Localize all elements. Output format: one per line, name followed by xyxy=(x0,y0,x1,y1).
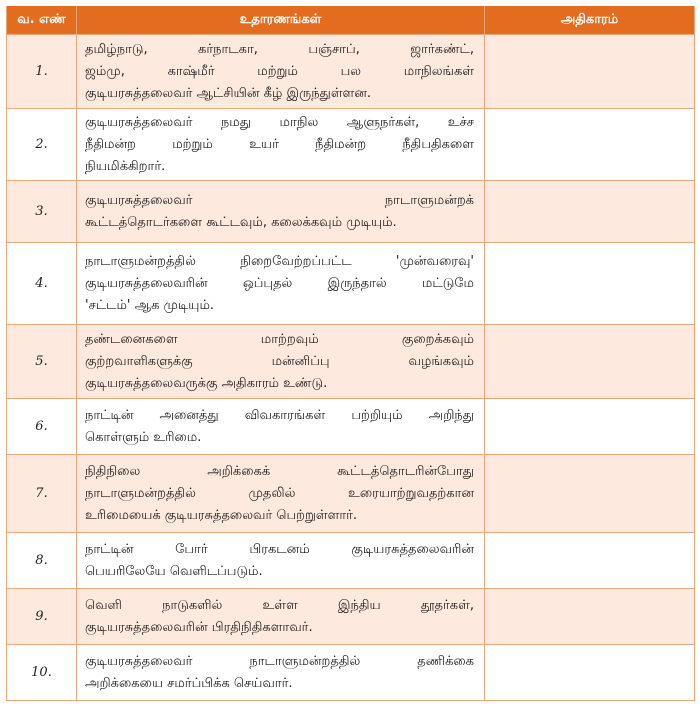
example-text-line: நாடாளுமன்றத்தில் நிறைவேற்றப்பட்ட 'முன்வரைவு' xyxy=(85,253,474,269)
authority-cell[interactable] xyxy=(485,35,695,109)
table-row xyxy=(7,533,695,589)
example-text-line: நிதிநிலை அறிக்கைக் கூட்டத்தொடரின்போது xyxy=(85,463,474,479)
examples-table xyxy=(6,6,695,701)
example-text-line: பெயரிலேயே வெளிடப்படும். xyxy=(85,563,263,579)
authority-cell[interactable] xyxy=(485,109,695,181)
row-number: 4. xyxy=(7,243,77,325)
table-row xyxy=(7,589,695,645)
example-text-line: நியமிக்கிறார். xyxy=(85,158,166,174)
row-number: 5. xyxy=(7,325,77,399)
example-text xyxy=(77,589,485,645)
example-text-line: குடியரசுத்தலைவர் ஆட்சியின் கீழ் இருந்துள்ளன. xyxy=(85,85,372,101)
example-text xyxy=(77,181,485,243)
authority-cell[interactable] xyxy=(485,399,695,455)
table-row xyxy=(7,35,695,109)
example-text-line: தமிழ்நாடு, கர்நாடகா, பஞ்சாப், ஜார்கண்ட், xyxy=(85,41,474,57)
example-text xyxy=(77,109,485,181)
example-text-line: அறிக்கையை சமர்ப்பிக்க செய்வார். xyxy=(85,675,293,691)
example-text-line: குற்றவாளிகளுக்கு மன்னிப்பு வழங்கவும் xyxy=(85,353,474,369)
table-row xyxy=(7,455,695,533)
example-text-line: குடியரசுத்தலைவருக்கு அதிகாரம் உண்டு. xyxy=(85,375,328,391)
example-text-line: வெளி நாடுகளில் உள்ள இந்திய தூதர்கள், xyxy=(85,597,474,613)
example-text xyxy=(77,35,485,109)
example-text xyxy=(77,325,485,399)
example-text-line: குடியரசுத்தலைவரின் ஒப்புதல் இருந்தால் மட்டுமே xyxy=(85,275,474,291)
example-text-line: குடியரசுத்தலைவர் நாடாளுமன்றக் xyxy=(85,192,474,208)
example-text-line: நீதிமன்ற மற்றும் உயர் நீதிமன்ற நீதிபதிகளை xyxy=(85,136,474,152)
example-text-line: உரிமையைக் குடியரசுத்தலைவர் பெற்றுள்ளார். xyxy=(85,507,358,523)
authority-cell[interactable] xyxy=(485,325,695,399)
example-text-line: கூட்டத்தொடர்களை கூட்டவும், கலைக்கவும் முடியும். xyxy=(85,214,397,230)
example-text-line: நாட்டின் அனைத்து விவகாரங்கள் பற்றியும் அறிந்து xyxy=(85,407,474,423)
authority-cell[interactable] xyxy=(485,181,695,243)
example-text xyxy=(77,243,485,325)
example-text-line: நாட்டின் போர் பிரகடனம் குடியரசுத்தலைவரின் xyxy=(85,541,474,557)
row-number: 1. xyxy=(7,35,77,109)
example-text-line: குடியரசுத்தலைவர் நாடாளுமன்றத்தில் தணிக்கை xyxy=(85,653,474,669)
example-text-line: குடியரசுத்தலைவர் நமது மாநில ஆளுநர்கள், உச்ச xyxy=(85,114,474,130)
example-text-line: தண்டனைகளை மாற்றவும் குறைக்கவும் xyxy=(85,331,474,347)
table-row xyxy=(7,181,695,243)
header-authority: அதிகாரம் xyxy=(485,6,695,35)
table-row xyxy=(7,109,695,181)
example-text xyxy=(77,399,485,455)
example-text-line: 'சட்டம்' ஆக முடியும். xyxy=(85,297,215,313)
row-number: 10. xyxy=(7,645,77,701)
row-number: 9. xyxy=(7,589,77,645)
header-examples: உதாரணங்கள் xyxy=(77,6,485,35)
example-text-line: ஜம்மு, காஷ்மீர் மற்றும் பல மாநிலங்கள் xyxy=(85,63,474,79)
example-text xyxy=(77,455,485,533)
row-number: 7. xyxy=(7,455,77,533)
row-number: 6. xyxy=(7,399,77,455)
example-text xyxy=(77,645,485,701)
example-text-line: நாடாளுமன்றத்தில் முதலில் உரையாற்றுவதற்கான xyxy=(85,485,474,501)
example-text-line: கொள்ளும் உரிமை. xyxy=(85,429,202,445)
example-text xyxy=(77,533,485,589)
header-number: வ. எண் xyxy=(7,6,77,35)
authority-cell[interactable] xyxy=(485,645,695,701)
table-row xyxy=(7,325,695,399)
authority-cell[interactable] xyxy=(485,533,695,589)
table-row xyxy=(7,399,695,455)
authority-cell[interactable] xyxy=(485,589,695,645)
row-number: 3. xyxy=(7,181,77,243)
authority-cell[interactable] xyxy=(485,243,695,325)
row-number: 2. xyxy=(7,109,77,181)
table-header-row xyxy=(7,6,695,35)
row-number: 8. xyxy=(7,533,77,589)
table-row xyxy=(7,243,695,325)
table-row xyxy=(7,645,695,701)
authority-cell[interactable] xyxy=(485,455,695,533)
table-body xyxy=(7,35,695,701)
example-text-line: குடியரசுத்தலைவரின் பிரதிநிதிகளாவர். xyxy=(85,619,313,635)
